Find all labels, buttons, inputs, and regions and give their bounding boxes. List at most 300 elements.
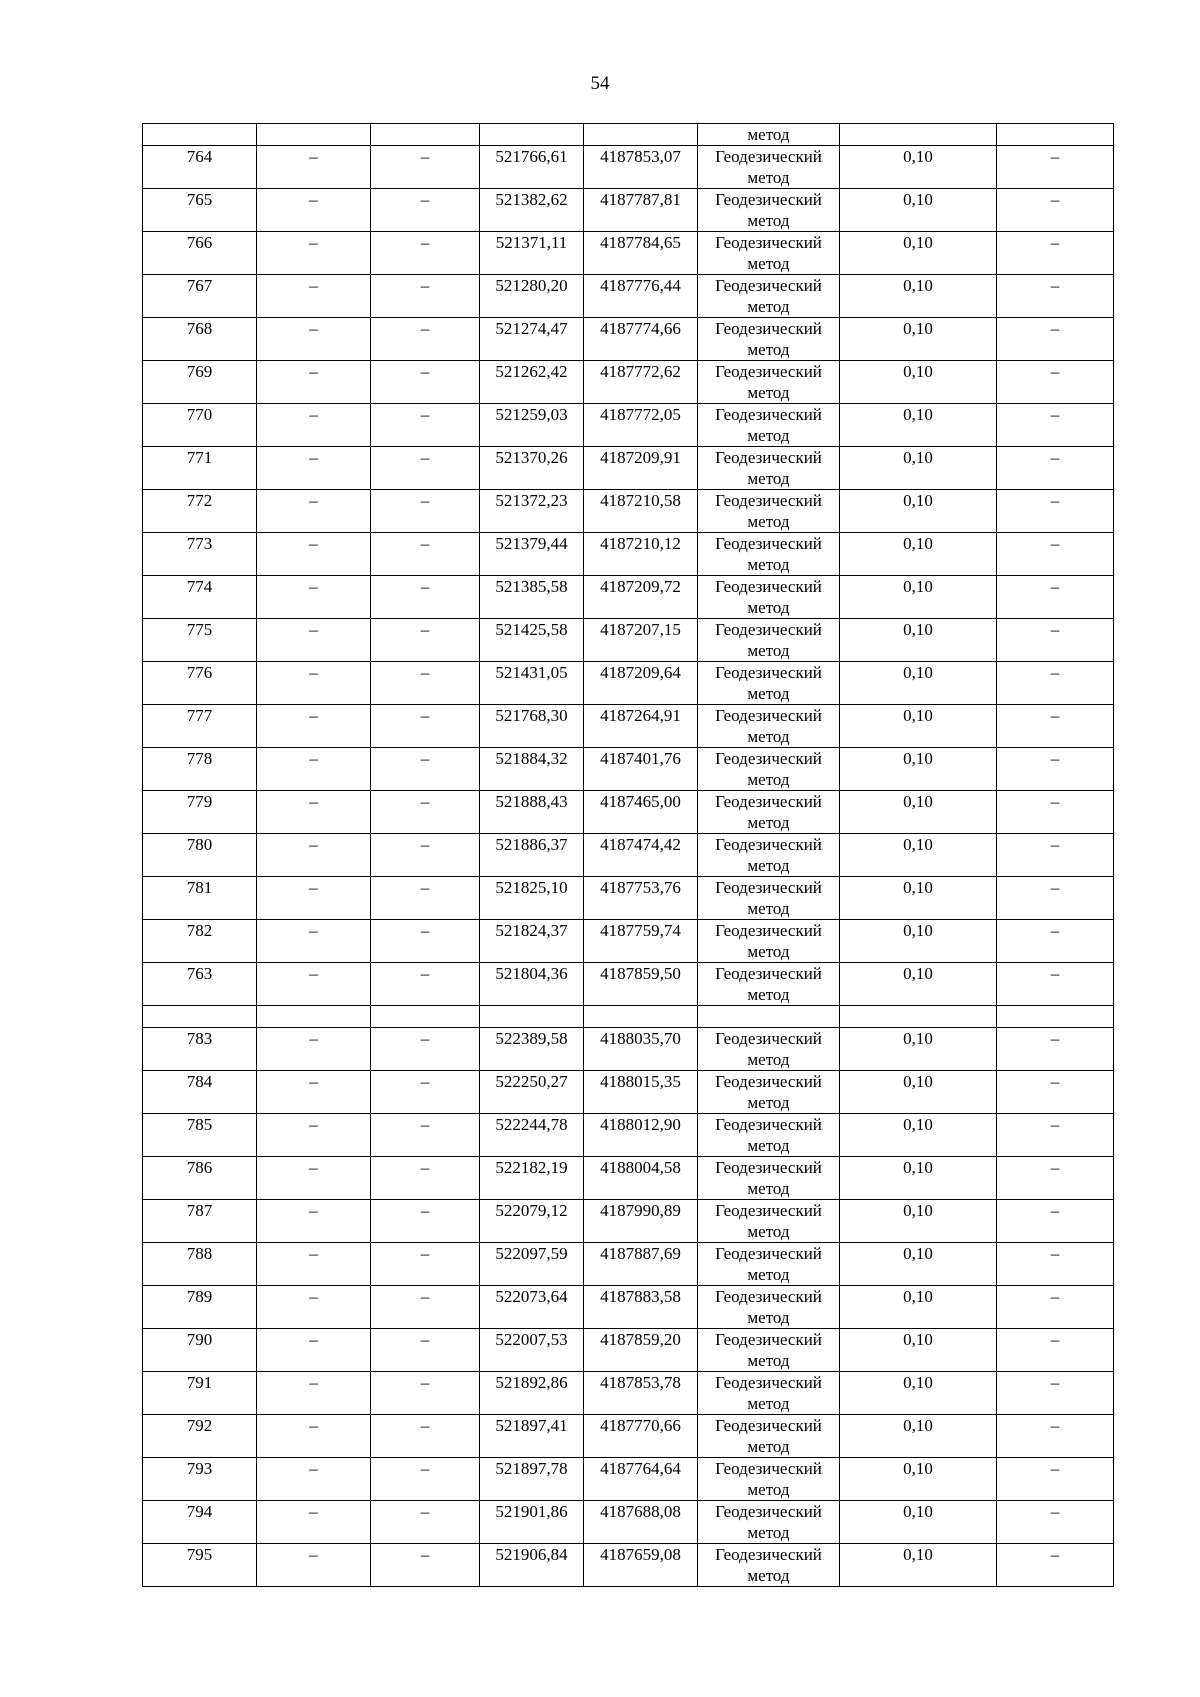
y-coordinate-cell: 4187753,76 <box>584 877 698 920</box>
y-coordinate-cell: 4187210,12 <box>584 533 698 576</box>
x-coordinate-cell: 522182,19 <box>480 1157 584 1200</box>
y-coordinate-cell: 4187776,44 <box>584 275 698 318</box>
method-line-1: Геодезический <box>715 491 822 510</box>
y-coordinate-cell: 4187210,58 <box>584 490 698 533</box>
dash-cell: – <box>257 748 371 791</box>
y-coordinate-cell: 4187209,64 <box>584 662 698 705</box>
dash-cell: – <box>257 404 371 447</box>
dash-cell: – <box>257 1114 371 1157</box>
y-coordinate-cell: 4187659,08 <box>584 1544 698 1587</box>
table-cell <box>143 1006 257 1028</box>
dash-cell: – <box>997 877 1114 920</box>
x-coordinate-cell: 521825,10 <box>480 877 584 920</box>
y-coordinate-cell: 4187859,20 <box>584 1329 698 1372</box>
method-cell <box>698 705 840 748</box>
accuracy-cell: 0,10 <box>840 404 997 447</box>
accuracy-cell: 0,10 <box>840 1286 997 1329</box>
method-line-1: Геодезический <box>715 1459 822 1478</box>
method-line-2: метод <box>747 297 790 316</box>
dash-cell: – <box>371 146 480 189</box>
dash-cell: – <box>371 1243 480 1286</box>
y-coordinate-cell: 4187209,72 <box>584 576 698 619</box>
dash-cell: – <box>257 361 371 404</box>
dash-cell: – <box>371 1372 480 1415</box>
x-coordinate-cell: 521385,58 <box>480 576 584 619</box>
method-cell <box>698 877 840 920</box>
dash-cell: – <box>257 705 371 748</box>
table-row <box>143 189 1114 232</box>
table-cell <box>143 124 257 146</box>
method-line-1: Геодезический <box>715 1545 822 1564</box>
method-cell <box>698 404 840 447</box>
x-coordinate-cell: 521425,58 <box>480 619 584 662</box>
dash-cell: – <box>997 791 1114 834</box>
method-cell <box>698 1501 840 1544</box>
dash-cell: – <box>371 1157 480 1200</box>
method-cell <box>698 662 840 705</box>
dash-cell: – <box>997 533 1114 576</box>
accuracy-cell: 0,10 <box>840 1501 997 1544</box>
method-cell <box>698 791 840 834</box>
method-cell <box>698 619 840 662</box>
y-coordinate-cell: 4187264,91 <box>584 705 698 748</box>
x-coordinate-cell: 521274,47 <box>480 318 584 361</box>
table-row <box>143 1071 1114 1114</box>
dash-cell: – <box>997 1114 1114 1157</box>
method-line-1: Геодезический <box>715 147 822 166</box>
point-number-cell: 791 <box>143 1372 257 1415</box>
dash-cell: – <box>371 361 480 404</box>
x-coordinate-cell: 521901,86 <box>480 1501 584 1544</box>
point-number-cell: 777 <box>143 705 257 748</box>
y-coordinate-cell: 4187688,08 <box>584 1501 698 1544</box>
accuracy-cell: 0,10 <box>840 232 997 275</box>
method-cell <box>698 490 840 533</box>
dash-cell: – <box>997 705 1114 748</box>
x-coordinate-cell: 521382,62 <box>480 189 584 232</box>
method-line-1: Геодезический <box>715 964 822 983</box>
method-line-2: метод <box>747 1308 790 1327</box>
continued-row <box>143 124 1114 146</box>
dash-cell: – <box>371 1415 480 1458</box>
table-row <box>143 533 1114 576</box>
table-row <box>143 705 1114 748</box>
x-coordinate-cell: 521897,78 <box>480 1458 584 1501</box>
x-coordinate-cell: 521888,43 <box>480 791 584 834</box>
method-line-1: Геодезический <box>715 1373 822 1392</box>
dash-cell: – <box>997 748 1114 791</box>
y-coordinate-cell: 4187474,42 <box>584 834 698 877</box>
method-line-1: Геодезический <box>715 1029 822 1048</box>
method-line-1: Геодезический <box>715 190 822 209</box>
page-number: 54 <box>590 73 610 94</box>
method-line-2: метод <box>747 1523 790 1542</box>
dash-cell: – <box>257 275 371 318</box>
dash-cell: – <box>257 1458 371 1501</box>
method-line-1: Геодезический <box>715 534 822 553</box>
method-line-1: Геодезический <box>715 792 822 811</box>
accuracy-cell: 0,10 <box>840 834 997 877</box>
method-cell: метод <box>698 124 840 146</box>
method-cell <box>698 275 840 318</box>
x-coordinate-cell: 521371,11 <box>480 232 584 275</box>
method-line-1: Геодезический <box>715 1416 822 1435</box>
dash-cell: – <box>371 619 480 662</box>
dash-cell: – <box>371 318 480 361</box>
method-line-2: метод <box>747 899 790 918</box>
x-coordinate-cell: 521262,42 <box>480 361 584 404</box>
dash-cell: – <box>257 1071 371 1114</box>
method-line-2: метод <box>747 469 790 488</box>
dash-cell: – <box>371 877 480 920</box>
method-line-1: Геодезический <box>715 663 822 682</box>
method-line-1: Геодезический <box>715 1201 822 1220</box>
table-row <box>143 275 1114 318</box>
table-row <box>143 1415 1114 1458</box>
method-line-2: метод <box>747 1265 790 1284</box>
dash-cell: – <box>371 189 480 232</box>
dash-cell: – <box>257 619 371 662</box>
x-coordinate-cell: 521768,30 <box>480 705 584 748</box>
method-cell <box>698 748 840 791</box>
x-coordinate-cell: 522097,59 <box>480 1243 584 1286</box>
method-line-2: метод <box>747 1222 790 1241</box>
method-line-1: Геодезический <box>715 749 822 768</box>
method-line-2: метод <box>747 1480 790 1499</box>
y-coordinate-cell: 4187401,76 <box>584 748 698 791</box>
x-coordinate-cell: 521906,84 <box>480 1544 584 1587</box>
table-cell <box>840 124 997 146</box>
y-coordinate-cell: 4187772,62 <box>584 361 698 404</box>
x-coordinate-cell: 521379,44 <box>480 533 584 576</box>
accuracy-cell: 0,10 <box>840 705 997 748</box>
accuracy-cell: 0,10 <box>840 877 997 920</box>
table-cell <box>371 1006 480 1028</box>
method-line-1: Геодезический <box>715 405 822 424</box>
table-row <box>143 361 1114 404</box>
point-number-cell: 795 <box>143 1544 257 1587</box>
dash-cell: – <box>257 447 371 490</box>
method-line-2: метод <box>747 770 790 789</box>
table-row <box>143 748 1114 791</box>
accuracy-cell: 0,10 <box>840 490 997 533</box>
dash-cell: – <box>257 877 371 920</box>
dash-cell: – <box>997 834 1114 877</box>
method-line-1: Геодезический <box>715 835 822 854</box>
x-coordinate-cell: 521897,41 <box>480 1415 584 1458</box>
method-cell <box>698 189 840 232</box>
dash-cell: – <box>997 232 1114 275</box>
table-cell <box>480 1006 584 1028</box>
table-row <box>143 447 1114 490</box>
dash-cell: – <box>371 1114 480 1157</box>
dash-cell: – <box>997 1544 1114 1587</box>
table-row <box>143 318 1114 361</box>
dash-cell: – <box>997 1071 1114 1114</box>
dash-cell: – <box>997 662 1114 705</box>
dash-cell: – <box>371 1286 480 1329</box>
dash-cell: – <box>997 447 1114 490</box>
x-coordinate-cell: 521892,86 <box>480 1372 584 1415</box>
method-line-2: метод <box>747 598 790 617</box>
dash-cell: – <box>997 1200 1114 1243</box>
dash-cell: – <box>257 1372 371 1415</box>
dash-cell: – <box>371 447 480 490</box>
dash-cell: – <box>257 662 371 705</box>
y-coordinate-cell: 4187772,05 <box>584 404 698 447</box>
separator-row <box>143 1006 1114 1028</box>
table-row <box>143 791 1114 834</box>
point-number-cell: 763 <box>143 963 257 1006</box>
table-row <box>143 662 1114 705</box>
table-cell <box>698 1006 840 1028</box>
y-coordinate-cell: 4187209,91 <box>584 447 698 490</box>
point-number-cell: 769 <box>143 361 257 404</box>
accuracy-cell: 0,10 <box>840 619 997 662</box>
method-cell <box>698 533 840 576</box>
dash-cell: – <box>257 576 371 619</box>
dash-cell: – <box>371 791 480 834</box>
dash-cell: – <box>997 146 1114 189</box>
point-number-cell: 790 <box>143 1329 257 1372</box>
y-coordinate-cell: 4187887,69 <box>584 1243 698 1286</box>
x-coordinate-cell: 521884,32 <box>480 748 584 791</box>
point-number-cell: 794 <box>143 1501 257 1544</box>
table-row <box>143 1372 1114 1415</box>
method-line-2: метод <box>747 1050 790 1069</box>
x-coordinate-cell: 522007,53 <box>480 1329 584 1372</box>
accuracy-cell: 0,10 <box>840 963 997 1006</box>
table-row <box>143 1286 1114 1329</box>
method-line-1: Геодезический <box>715 362 822 381</box>
table-row <box>143 146 1114 189</box>
accuracy-cell: 0,10 <box>840 1114 997 1157</box>
dash-cell: – <box>257 1329 371 1372</box>
dash-cell: – <box>997 1028 1114 1071</box>
method-line-1: Геодезический <box>715 620 822 639</box>
method-line-2: метод <box>747 340 790 359</box>
dash-cell: – <box>371 1200 480 1243</box>
point-number-cell: 779 <box>143 791 257 834</box>
method-line-2: метод <box>747 985 790 1004</box>
point-number-cell: 780 <box>143 834 257 877</box>
dash-cell: – <box>257 1157 371 1200</box>
point-number-cell: 770 <box>143 404 257 447</box>
y-coordinate-cell: 4187787,81 <box>584 189 698 232</box>
method-line-1: Геодезический <box>715 706 822 725</box>
method-line-1: Геодезический <box>715 1244 822 1263</box>
method-line-1: Геодезический <box>715 448 822 467</box>
point-number-cell: 789 <box>143 1286 257 1329</box>
x-coordinate-cell: 522389,58 <box>480 1028 584 1071</box>
table-row <box>143 1157 1114 1200</box>
accuracy-cell: 0,10 <box>840 1372 997 1415</box>
x-coordinate-cell: 521766,61 <box>480 146 584 189</box>
dash-cell: – <box>997 1372 1114 1415</box>
accuracy-cell: 0,10 <box>840 791 997 834</box>
table-cell <box>997 124 1114 146</box>
method-cell <box>698 1114 840 1157</box>
accuracy-cell: 0,10 <box>840 318 997 361</box>
dash-cell: – <box>997 1286 1114 1329</box>
table-cell <box>584 124 698 146</box>
dash-cell: – <box>997 361 1114 404</box>
method-cell <box>698 1071 840 1114</box>
y-coordinate-cell: 4187990,89 <box>584 1200 698 1243</box>
method-cell <box>698 1157 840 1200</box>
dash-cell: – <box>257 920 371 963</box>
dash-cell: – <box>257 318 371 361</box>
dash-cell: – <box>257 1243 371 1286</box>
table-row <box>143 404 1114 447</box>
table-cell <box>371 124 480 146</box>
table-row <box>143 877 1114 920</box>
method-line-2: метод <box>747 1351 790 1370</box>
point-number-cell: 781 <box>143 877 257 920</box>
method-line-2: метод <box>747 1394 790 1413</box>
table-row <box>143 232 1114 275</box>
method-cell <box>698 1286 840 1329</box>
dash-cell: – <box>997 490 1114 533</box>
point-number-cell: 765 <box>143 189 257 232</box>
dash-cell: – <box>257 490 371 533</box>
dash-cell: – <box>371 1544 480 1587</box>
method-line-2: метод <box>747 555 790 574</box>
accuracy-cell: 0,10 <box>840 1157 997 1200</box>
dash-cell: – <box>371 705 480 748</box>
method-line-1: Геодезический <box>715 1158 822 1177</box>
dash-cell: – <box>371 1071 480 1114</box>
accuracy-cell: 0,10 <box>840 275 997 318</box>
table-row <box>143 920 1114 963</box>
dash-cell: – <box>257 1415 371 1458</box>
y-coordinate-cell: 4188012,90 <box>584 1114 698 1157</box>
method-line-2: метод <box>747 727 790 746</box>
point-number-cell: 793 <box>143 1458 257 1501</box>
point-number-cell: 773 <box>143 533 257 576</box>
dash-cell: – <box>997 1458 1114 1501</box>
point-number-cell: 767 <box>143 275 257 318</box>
accuracy-cell: 0,10 <box>840 1028 997 1071</box>
table-row <box>143 1028 1114 1071</box>
table-cell <box>584 1006 698 1028</box>
x-coordinate-cell: 522079,12 <box>480 1200 584 1243</box>
table-row <box>143 1329 1114 1372</box>
method-line-2: метод <box>747 1179 790 1198</box>
method-line-2: метод <box>747 168 790 187</box>
table-row <box>143 1458 1114 1501</box>
method-line-2: метод <box>747 1437 790 1456</box>
method-cell <box>698 963 840 1006</box>
dash-cell: – <box>997 404 1114 447</box>
y-coordinate-cell: 4187764,64 <box>584 1458 698 1501</box>
dash-cell: – <box>371 232 480 275</box>
table-cell <box>840 1006 997 1028</box>
method-line-1: Геодезический <box>715 878 822 897</box>
x-coordinate-cell: 522250,27 <box>480 1071 584 1114</box>
method-cell <box>698 1372 840 1415</box>
x-coordinate-cell: 522073,64 <box>480 1286 584 1329</box>
table-row <box>143 1200 1114 1243</box>
accuracy-cell: 0,10 <box>840 1329 997 1372</box>
method-cell <box>698 1415 840 1458</box>
dash-cell: – <box>257 189 371 232</box>
table-row <box>143 834 1114 877</box>
y-coordinate-cell: 4187465,00 <box>584 791 698 834</box>
dash-cell: – <box>371 1028 480 1071</box>
dash-cell: – <box>371 275 480 318</box>
dash-cell: – <box>257 232 371 275</box>
accuracy-cell: 0,10 <box>840 1415 997 1458</box>
accuracy-cell: 0,10 <box>840 361 997 404</box>
method-line-2: метод <box>747 813 790 832</box>
dash-cell: – <box>371 920 480 963</box>
point-number-cell: 775 <box>143 619 257 662</box>
point-number-cell: 786 <box>143 1157 257 1200</box>
y-coordinate-cell: 4187784,65 <box>584 232 698 275</box>
dash-cell: – <box>257 1501 371 1544</box>
y-coordinate-cell: 4187759,74 <box>584 920 698 963</box>
dash-cell: – <box>371 404 480 447</box>
dash-cell: – <box>257 963 371 1006</box>
method-line-2: метод <box>747 254 790 273</box>
y-coordinate-cell: 4187859,50 <box>584 963 698 1006</box>
y-coordinate-cell: 4188035,70 <box>584 1028 698 1071</box>
table-cell <box>257 1006 371 1028</box>
method-cell <box>698 1544 840 1587</box>
x-coordinate-cell: 521280,20 <box>480 275 584 318</box>
dash-cell: – <box>371 748 480 791</box>
table-body <box>143 124 1114 1587</box>
x-coordinate-cell: 521886,37 <box>480 834 584 877</box>
dash-cell: – <box>371 1458 480 1501</box>
point-number-cell: 782 <box>143 920 257 963</box>
table-cell <box>480 124 584 146</box>
dash-cell: – <box>997 963 1114 1006</box>
method-line-1: Геодезический <box>715 577 822 596</box>
y-coordinate-cell: 4187853,78 <box>584 1372 698 1415</box>
method-line-2: метод <box>747 856 790 875</box>
dash-cell: – <box>997 275 1114 318</box>
point-number-cell: 772 <box>143 490 257 533</box>
dash-cell: – <box>257 791 371 834</box>
method-line-2: метод <box>747 1093 790 1112</box>
point-number-cell: 768 <box>143 318 257 361</box>
dash-cell: – <box>371 834 480 877</box>
x-coordinate-cell: 521370,26 <box>480 447 584 490</box>
dash-cell: – <box>371 490 480 533</box>
dash-cell: – <box>997 1157 1114 1200</box>
method-cell <box>698 1458 840 1501</box>
method-line-2: метод <box>747 1136 790 1155</box>
dash-cell: – <box>257 533 371 576</box>
method-cell <box>698 232 840 275</box>
method-cell <box>698 1028 840 1071</box>
dash-cell: – <box>257 1200 371 1243</box>
table-cell <box>997 1006 1114 1028</box>
dash-cell: – <box>371 1501 480 1544</box>
y-coordinate-cell: 4187883,58 <box>584 1286 698 1329</box>
x-coordinate-cell: 521804,36 <box>480 963 584 1006</box>
dash-cell: – <box>997 576 1114 619</box>
accuracy-cell: 0,10 <box>840 576 997 619</box>
method-line-1: Геодезический <box>715 1072 822 1091</box>
dash-cell: – <box>257 146 371 189</box>
accuracy-cell: 0,10 <box>840 920 997 963</box>
method-cell <box>698 318 840 361</box>
dash-cell: – <box>371 576 480 619</box>
point-number-cell: 787 <box>143 1200 257 1243</box>
